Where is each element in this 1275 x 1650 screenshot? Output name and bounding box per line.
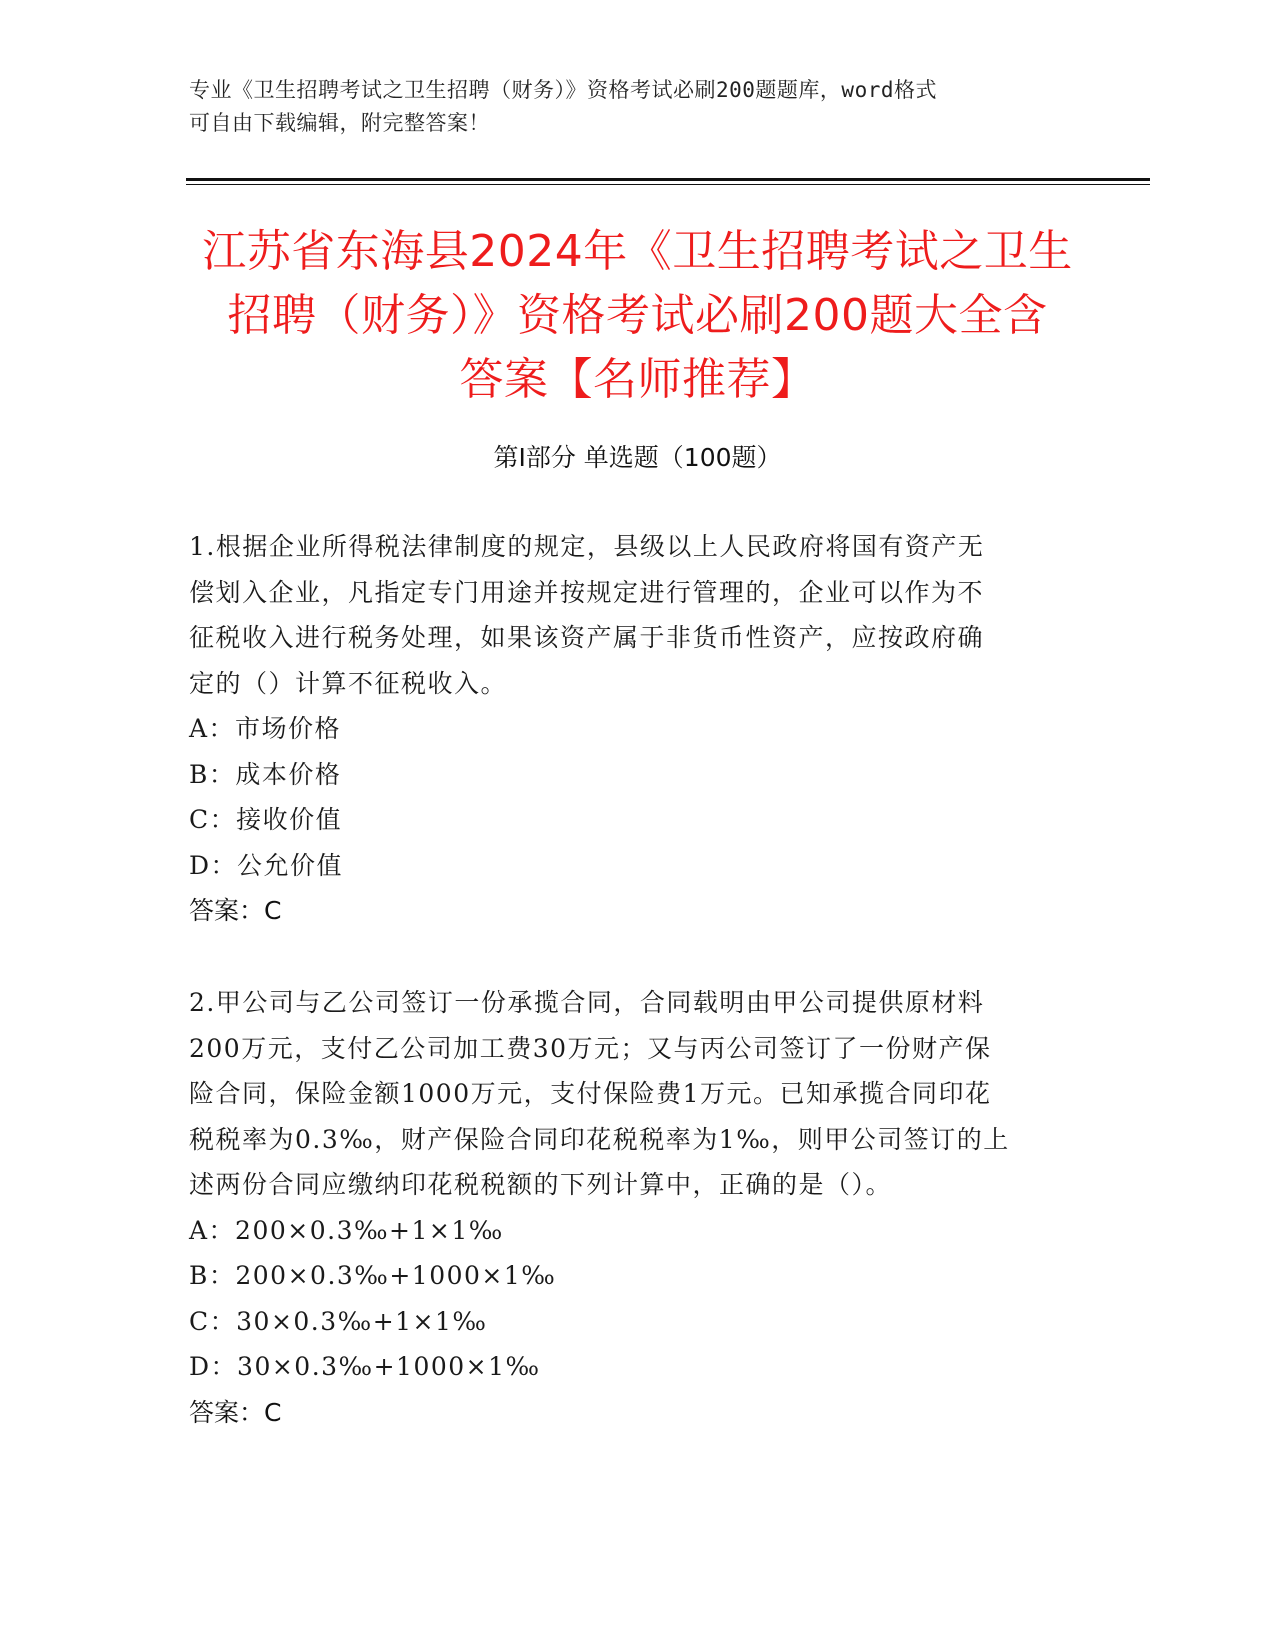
option-d: D：30×0.3‰+1000×1‰	[189, 1352, 541, 1381]
section-heading: 第Ⅰ部分 单选题（100题）	[493, 443, 782, 472]
header-divider-thick	[186, 178, 1150, 181]
question-stem-line: 偿划入企业，凡指定专门用途并按规定进行管理的，企业可以作为不	[189, 577, 985, 607]
header-note-line-2: 可自由下载编辑，附完整答案！	[189, 111, 490, 135]
question-stem-line: 税税率为0.3‰，财产保险合同印花税税率为1‰，则甲公司签订的上	[189, 1124, 1010, 1154]
question-stem-line: 征税收入进行税务处理，如果该资产属于非货币性资产，应按政府确	[189, 623, 985, 652]
question-stem-line: 200万元，支付乙公司加工费30万元；又与丙公司签订了一份财产保	[189, 1033, 992, 1063]
title-line-3: 答案【名师推荐】	[459, 354, 816, 405]
title-line-2: 招聘（财务）》资格考试必刷200题大全含	[227, 290, 1048, 341]
option-b: B：成本价格	[189, 759, 342, 789]
title-line-1: 江苏省东海县2024年《卫生招聘考试之卫生	[202, 226, 1073, 277]
question-1	[189, 524, 1079, 934]
question-stem-line: 定的（）计算不征税收入。	[189, 668, 508, 698]
option-a: A：200×0.3‰+1×1‰	[189, 1215, 504, 1245]
question-2	[189, 980, 1079, 1435]
header-note	[189, 74, 1069, 140]
header-divider-thin	[186, 184, 1150, 185]
question-stem-line: 2.甲公司与乙公司签订一份承揽合同，合同载明由甲公司提供原材料	[189, 988, 985, 1017]
option-b: B：200×0.3‰+1000×1‰	[189, 1261, 557, 1290]
question-stem-line: 险合同，保险金额1000万元，支付保险费1万元。已知承揽合同印花	[189, 1079, 992, 1108]
option-c: C：30×0.3‰+1×1‰	[189, 1306, 488, 1336]
option-a: A：市场价格	[189, 714, 342, 743]
answer: 答案：C	[189, 1397, 282, 1427]
question-stem-line: 1.根据企业所得税法律制度的规定，县级以上人民政府将国有资产无	[189, 532, 985, 561]
header-note-line-1: 专业《卫生招聘考试之卫生招聘（财务）》资格考试必刷200题题库，word格式	[189, 78, 937, 102]
option-d: D：公允价值	[189, 850, 344, 880]
option-c: C：接收价值	[189, 805, 343, 834]
answer: 答案：C	[189, 896, 282, 925]
question-stem-line: 述两份合同应缴纳印花税税额的下列计算中，正确的是（）。	[189, 1170, 893, 1199]
document-title	[150, 220, 1125, 412]
